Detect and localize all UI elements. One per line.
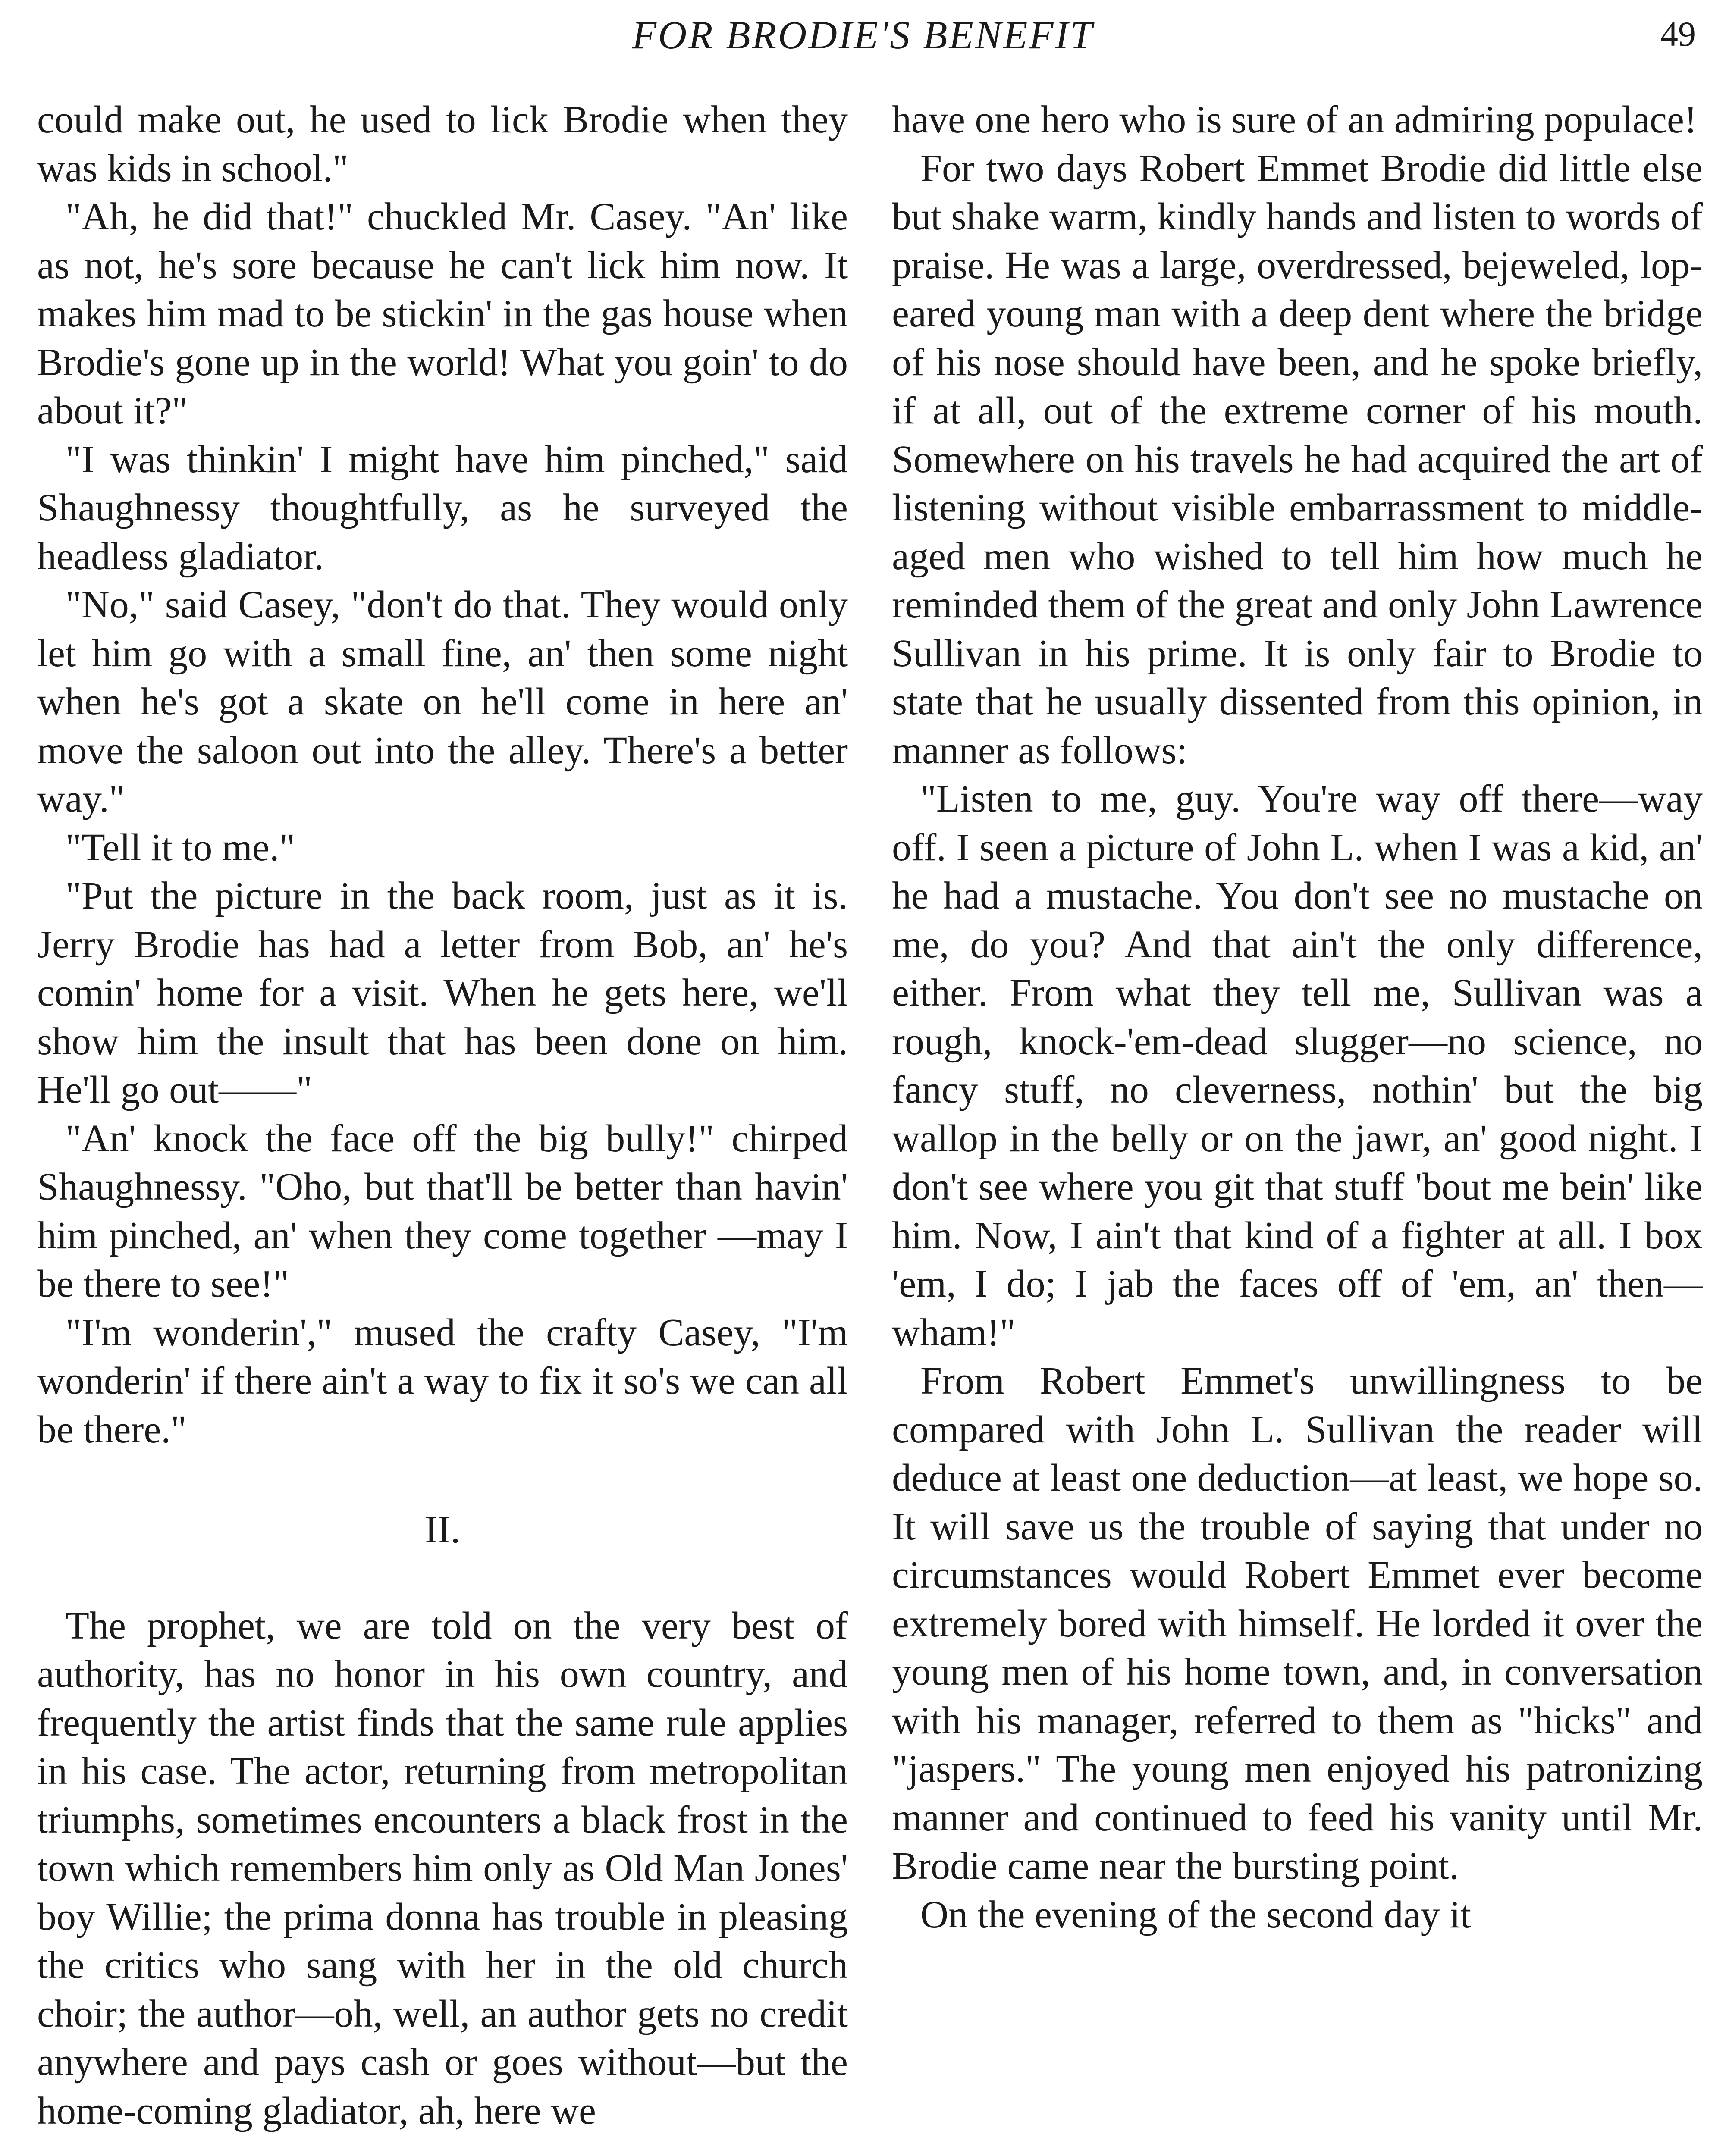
running-title: FOR BRODIE'S BENEFIT <box>632 13 1094 57</box>
paragraph: "I'm wonderin'," mused the crafty Casey, "I'm wonderin' if there ain't a way to fix it so's we can all be there." <box>37 1311 848 1451</box>
paragraph: could make out, he used to lick Brodie when they was kids in school." <box>37 98 848 190</box>
paragraph: "Tell it to me." <box>66 826 295 869</box>
section-heading: II. <box>424 1508 461 1551</box>
paragraph: For two days Robert Emmet Brodie did little else but shake warm, kindly hands and listen to words of praise. He was a large, overdressed, bejeweled, lop-eared young man with a deep dent where the bridge of his nose should have been, and he spoke briefly, if at all, out of the extreme corner of his mouth. Somewhere on his travels he had acquired the art of listening without visible embarrassment to middle-aged men who wished to tell him how much he reminded them of the great and only John Lawrence Sullivan in his prime. It is only fair to Brodie to state that he usually dissented from this opinion, in manner as follows: <box>892 147 1703 772</box>
paragraph: "An' knock the face off the big bully!" chirped Shaughnessy. "Oho, but that'll be better than havin' him pinched, an' when they come together —may I be there to see!" <box>37 1117 848 1305</box>
page-header <box>0 8 1726 68</box>
paragraph: "Ah, he did that!" chuckled Mr. Casey. "An' like as not, he's sore because he can't lick him now. It makes him mad to be stickin' in the gas house when Brodie's gone up in the world! What you goin' to do about it?" <box>37 195 848 432</box>
paragraph: "I was thinkin' I might have him pinched," said Shaughnessy thoughtfully, as he surveyed the headless gladiator. <box>37 438 848 578</box>
right-column <box>892 96 1703 1939</box>
paragraph: "Put the picture in the back room, just as it is. Jerry Brodie has had a letter from Bob, an' he's comin' home for a visit. When he gets here, we'll show him the insult that has been done on him. He'll go out——" <box>37 874 848 1111</box>
paragraph: "Listen to me, guy. You're way off there—way off. I seen a picture of John L. when I was a kid, an' he had a mustache. You don't see no mustache on me, do you? And that ain't the only difference, either. From what they tell me, Sullivan was a rough, knock-'em-dead slugger—no science, no fancy stuff, no cleverness, nothin' but the big wallop in the belly or on the jawr, an' good night. I don't see where you git that stuff 'bout me bein' like him. Now, I ain't that kind of a fighter at all. I box 'em, I do; I jab the faces off of 'em, an' then—wham!" <box>892 777 1703 1354</box>
paragraph: "No," said Casey, "don't do that. They would only let him go with a small fine, an' then some night when he's got a skate on he'll come in here an' move the saloon out into the alley. There's a better way." <box>37 583 848 820</box>
paragraph: On the evening of the second day it <box>920 1893 1472 1936</box>
paragraph: have one hero who is sure of an admiring populace! <box>892 98 1697 141</box>
page-number: 49 <box>1660 14 1696 53</box>
left-column <box>37 96 848 2135</box>
paragraph: From Robert Emmet's unwillingness to be compared with John L. Sullivan the reader will deduce at least one deduction—at least, we hope so. It will save us the trouble of saying that under no circumstances would Robert Emmet ever become extremely bored with himself. He lorded it over the young men of his home town, and, in conversation with his manager, referred to them as "hicks" and "jaspers." The young men enjoyed his patronizing manner and continued to feed his vanity until Mr. Brodie came near the bursting point. <box>892 1360 1703 1887</box>
paragraph: The prophet, we are told on the very best of authority, has no honor in his own country, and frequently the artist finds that the same rule applies in his case. The actor, returning from metropolitan triumphs, sometimes encounters a black frost in the town which remembers him only as Old Man Jones' boy Willie; the prima donna has trouble in pleasing the critics who sang with her in the old church choir; the author—oh, well, an author gets no credit anywhere and pays cash or goes without—but the home-coming gladiator, ah, here we <box>37 1604 848 2132</box>
